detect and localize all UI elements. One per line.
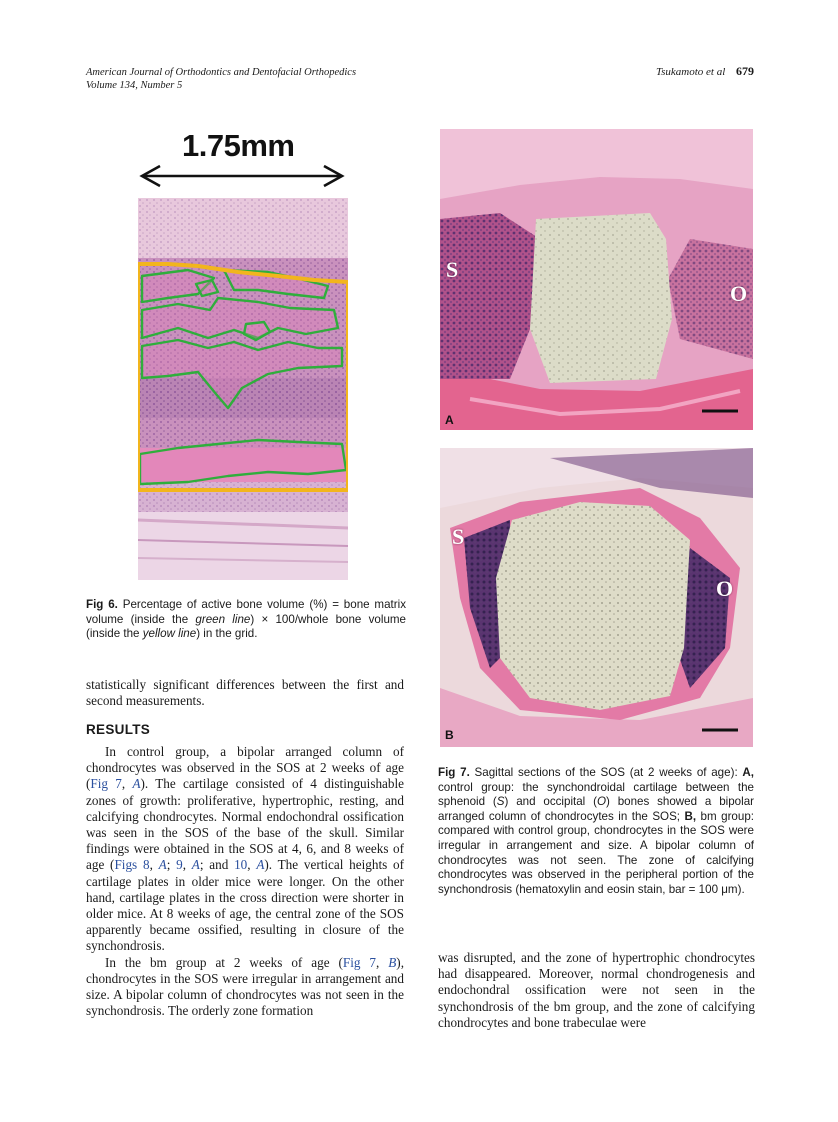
ref-panel-a[interactable]: A <box>256 857 265 873</box>
fig6-caption-green-line: green line <box>195 612 251 626</box>
ref-panel-a[interactable]: A <box>158 857 167 873</box>
ref-panel-b[interactable]: B <box>388 954 397 970</box>
text-run: , <box>247 857 257 873</box>
journal-volume: Volume 134, Number 5 <box>86 80 183 91</box>
ref-fig9[interactable]: 9 <box>176 857 183 873</box>
text-run: ; <box>166 857 177 873</box>
caption-occipital-abbrev: O <box>596 795 606 809</box>
journal-name: American Journal of Orthodontics and Dentofacial Orthopedics <box>86 67 357 78</box>
fig6-caption-text: ) in the grid. <box>196 627 258 641</box>
ref-figs8[interactable]: Figs 8 <box>114 857 150 873</box>
text-run: ) bones showed a bipolar arranged column of chondrocytes in the SOS; <box>438 795 754 823</box>
text-run: control group: the synchondroidal cartilage between the sphenoid ( <box>438 780 754 809</box>
ref-panel-a[interactable]: A <box>191 857 200 873</box>
fig7-caption-label: Fig 7. <box>438 766 470 779</box>
caption-sphenoid-abbrev: S <box>496 795 505 809</box>
occipital-label: O <box>730 281 748 306</box>
text-run: bm group: compared with control group, chondrocytes in the SOS were irregular in arrangement and size. A bipolar column of chondrocytes was not seen. The zone of calcifying chondrocytes was observed in the peripheral portion of the synchondrosis (hematoxylin and eosin stain, bar = 100 μm). <box>438 809 754 896</box>
results-paragraph-2 <box>86 955 404 1020</box>
text-run: Sagittal sections of the SOS (at 2 weeks of age): <box>469 766 743 779</box>
fig7-panel-a <box>440 129 753 430</box>
occipital-label: O <box>716 576 734 601</box>
text-run: , <box>149 857 159 873</box>
ref-panel-a[interactable]: A <box>132 776 141 792</box>
text-run: In the bm group at 2 weeks of age ( <box>105 954 343 970</box>
ref-fig7[interactable]: Fig 7 <box>90 776 122 792</box>
text-run: ), chondrocytes in the SOS were irregular in arrangement and size. A bipolar column of chondrocytes was not seen in the synchondrosis. The orderly zone formation <box>86 954 404 1019</box>
ref-fig7[interactable]: Fig 7 <box>342 954 376 970</box>
fig6-caption <box>86 598 406 642</box>
fig6-micrograph <box>138 198 348 580</box>
text-run: , <box>376 954 389 970</box>
panel-b-letter: B <box>445 728 454 742</box>
text-run: ). The cartilage consisted of 4 distinguishable zones of growth: proliferative, hypertrophic, resting, and calcifying chondrocytes. Normal endochondral ossification was seen in the SOS of the base of the skull. Similar findings were obtained in the SOS at 4, 6, and 8 weeks of age ( <box>86 776 405 873</box>
text-run: ). The vertical heights of cartilage plates in older mice were longer. On the other hand, cartilage plates in the cross direction were shorter in older mice. At 8 weeks of age, the central zone of the SOS apparently became ossified, resulting in closure of the synchondrosis. <box>86 857 405 954</box>
text-run: In control group, a bipolar arranged column of chondrocytes was observed in the SOS at 2 weeks of age ( <box>86 744 404 792</box>
caption-panel-b: B, <box>684 809 697 823</box>
measurement-arrow <box>136 162 348 190</box>
results-paragraphs <box>86 744 404 1019</box>
text-run: , <box>121 776 133 792</box>
fig6-caption-label: Fig 6. <box>86 598 118 611</box>
results-paragraph-1 <box>86 744 404 955</box>
page-number: 679 <box>736 64 754 78</box>
fig6-caption-text: Percentage of active bone volume (%) = bone matrix volume (inside the <box>86 598 406 626</box>
running-header-right <box>656 64 754 79</box>
caption-panel-a: A, <box>742 766 755 779</box>
fig7-panel-b <box>440 448 753 747</box>
fig7-caption <box>438 766 754 897</box>
left-column-continuation: statistically significant differences between the first and second measurements. <box>86 677 404 709</box>
text-run: ; and <box>199 857 235 873</box>
text-run: ) and occipital ( <box>504 795 597 809</box>
running-header-left <box>86 66 486 92</box>
measurement-label: 1.75mm <box>182 128 295 163</box>
ref-fig10[interactable]: 10 <box>234 857 248 873</box>
sphenoid-label: S <box>452 524 465 549</box>
panel-a-letter: A <box>445 413 454 427</box>
fig6-caption-text: ) × 100/whole bone volume (inside the <box>86 612 406 641</box>
section-heading-results: RESULTS <box>86 722 151 737</box>
fig6-caption-yellow-line: yellow line <box>142 627 197 641</box>
right-column-continuation: was disrupted, and the zone of hypertrophic chondrocytes had disappeared. Moreover, normal chondrogenesis and endochondral ossification were not seen in the synchondrosis of the bm group, and the zone of calcifying chondrocytes and bone trabeculae were <box>438 950 755 1030</box>
author-list: Tsukamoto et al <box>655 66 726 78</box>
sphenoid-label: S <box>446 257 459 282</box>
text-run: , <box>182 857 192 873</box>
